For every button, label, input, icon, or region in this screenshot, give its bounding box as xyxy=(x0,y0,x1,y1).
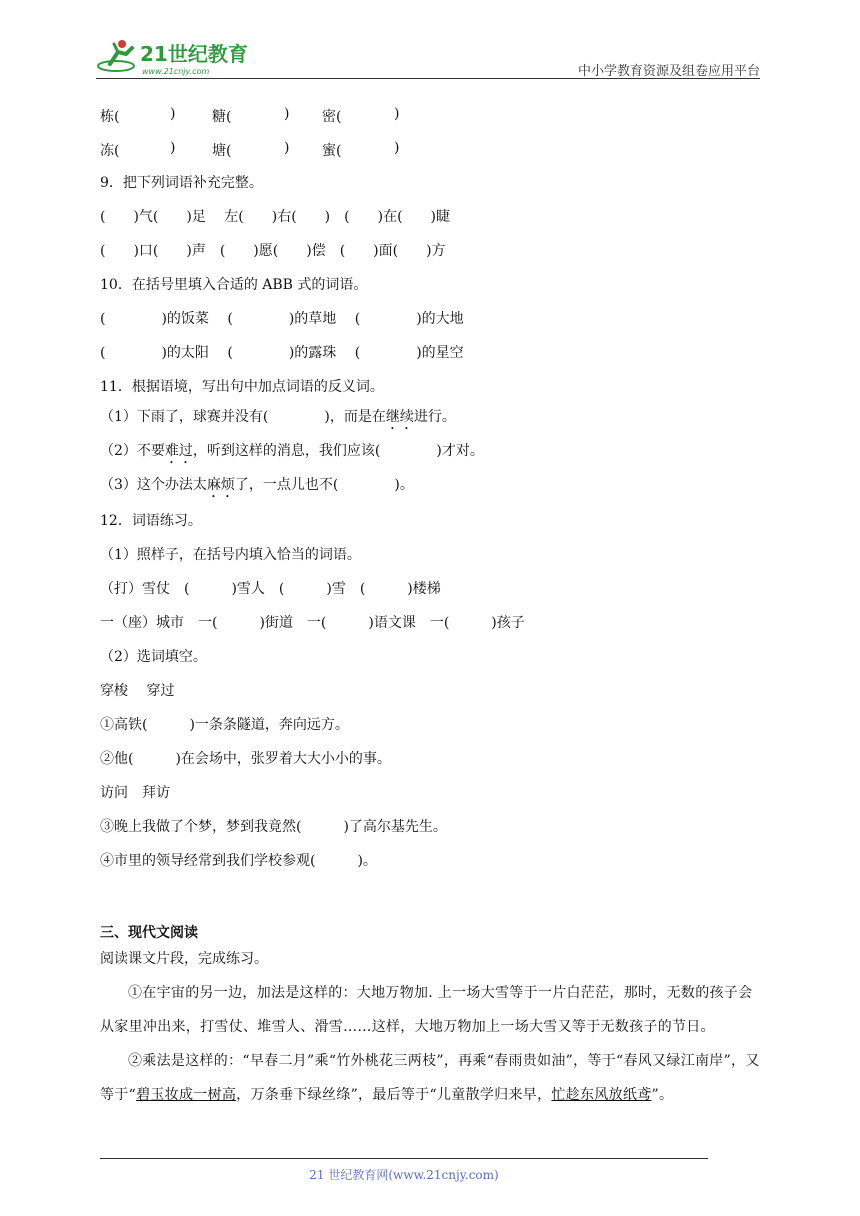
sentence-text: 了，一点儿也不( )。 xyxy=(234,477,414,493)
question-9-line-2[interactable]: ( )口( )声 ( )愿( )偿 ( )面( )方 xyxy=(100,243,446,259)
word-choices-b: 访问 拜访 xyxy=(100,785,170,801)
question-9-title: 9．把下列词语补充完整。 xyxy=(100,175,263,191)
sentence-text: （3）这个办法太 xyxy=(100,477,207,493)
question-10-title: 10．在括号里填入合适的 ABB 式的词语。 xyxy=(100,277,368,293)
word-choices-a: 穿梭 穿过 xyxy=(100,683,175,699)
underlined-phrase: 碧玉妆成一树高 xyxy=(136,1087,237,1103)
platform-name: 中小学教育资源及组卷应用平台 xyxy=(577,64,760,79)
logo-url: www.21cnjy.com xyxy=(142,67,210,76)
blank-close: ) xyxy=(170,140,176,156)
question-12-part-2-title: （2）选词填空。 xyxy=(100,649,207,665)
fill-sentence-2[interactable]: ②他( )在会场中，张罗着大大小小的事。 xyxy=(100,751,391,767)
dotted-word: 难过 xyxy=(164,443,193,459)
logo-graphic xyxy=(96,36,266,80)
question-12-part-1-line-2[interactable]: 一（座）城市 一( )街道 一( )语文课 一( )孩子 xyxy=(100,615,525,631)
blank-close: ) xyxy=(394,140,400,156)
question-12-title: 12．词语练习。 xyxy=(100,513,202,529)
answer-blank[interactable]: 蜜( xyxy=(322,143,342,159)
paragraph-text: ②乘法是这样的：“早春二月”乘“竹外桃花三两枝”，再乘“春雨贵如油”，等于“春风又绿江南岸”，又等于“ xyxy=(100,1053,760,1103)
fill-sentence-1[interactable]: ①高铁( )一条条隧道，奔向远方。 xyxy=(100,717,349,733)
dotted-word: 麻烦 xyxy=(206,477,235,493)
sentence-text: （1）下雨了，球赛并没有( )，而是在 xyxy=(100,409,386,425)
question-10-line-1[interactable]: ( )的饭菜 ( )的草地 ( )的大地 xyxy=(100,311,464,327)
site-logo xyxy=(96,36,266,80)
question-12-part-1-line-1[interactable]: （打）雪仗 ( )雪人 ( )雪 ( )楼梯 xyxy=(100,581,441,597)
underlined-phrase: 忙趁东风放纸鸢 xyxy=(551,1087,652,1103)
sentence-text: 进行。 xyxy=(413,409,456,425)
fill-sentence-3[interactable]: ③晚上我做了个梦，梦到我竟然( )了高尔基先生。 xyxy=(100,819,447,835)
answer-blank[interactable]: 塘( xyxy=(212,143,232,159)
sentence-text: （2）不要 xyxy=(100,443,165,459)
blank-close: ) xyxy=(284,140,290,156)
answer-blank[interactable]: 糖( xyxy=(212,109,232,125)
reading-intro: 阅读课文片段，完成练习。 xyxy=(100,951,268,967)
question-12-part-1-title: （1）照样子，在括号内填入恰当的词语。 xyxy=(100,547,361,563)
question-11-sentence-1[interactable] xyxy=(100,407,456,433)
question-10-line-2[interactable]: ( )的太阳 ( )的露珠 ( )的星空 xyxy=(100,345,464,361)
question-11-sentence-2[interactable] xyxy=(100,441,484,467)
answer-blank[interactable]: 栋( xyxy=(100,109,120,125)
header-divider xyxy=(96,78,760,79)
blank-close: ) xyxy=(284,106,290,122)
question-9-line-1[interactable]: ( )气( )足 左( )右( ) ( )在( )睫 xyxy=(100,209,450,225)
blank-close: ) xyxy=(394,106,400,122)
question-11-title: 11．根据语境，写出句中加点词语的反义词。 xyxy=(100,379,384,395)
reading-paragraph-1: ①在宇宙的另一边，加法是这样的：大地万物加. 上一场大雪等于一片白茫茫，那时，无数的孩子会从家里冲出来，打雪仗、堆雪人、滑雪……这样，大地万物加上一场大雪又等于无数孩子的节日。 xyxy=(100,985,753,1035)
logo-text: 21世纪教育 xyxy=(140,42,248,66)
dotted-word: 继续 xyxy=(385,409,414,425)
paragraph-text: ，万条垂下绿丝绦”，最后等于“儿童散学归来早， xyxy=(236,1087,552,1103)
answer-blank[interactable]: 冻( xyxy=(100,143,120,159)
section-heading: 三、现代文阅读 xyxy=(100,925,198,941)
reading-paragraph-2 xyxy=(100,1044,762,1112)
question-11-sentence-3[interactable] xyxy=(100,475,414,501)
paragraph-text: ”。 xyxy=(651,1087,674,1103)
sentence-text: ，听到这样的消息，我们应该( )才对。 xyxy=(192,443,484,459)
footer-text[interactable]: 21 世纪教育网(www.21cnjy.com) xyxy=(309,1168,499,1182)
fill-sentence-4[interactable]: ④市里的领导经常到我们学校参观( )。 xyxy=(100,853,377,869)
footer-divider xyxy=(100,1158,708,1159)
answer-blank[interactable]: 密( xyxy=(322,109,342,125)
blank-close: ) xyxy=(170,106,176,122)
